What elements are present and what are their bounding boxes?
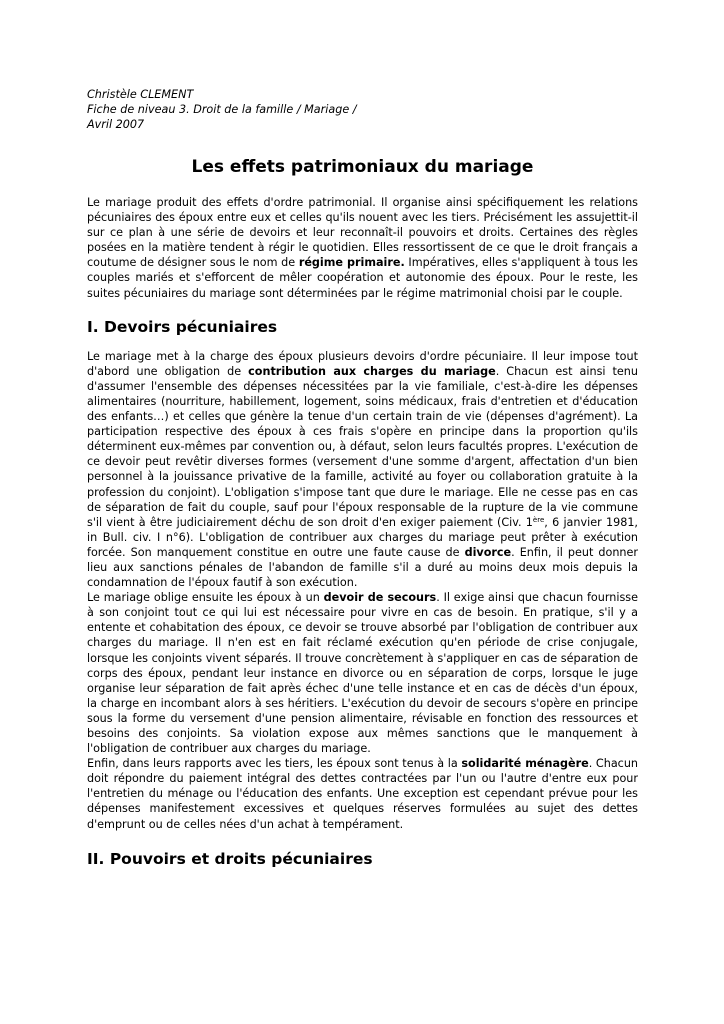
section-heading-pouvoirs: II. Pouvoirs et droits pécuniaires [87, 849, 373, 868]
intro-bold-regime-primaire: régime primaire. [298, 256, 405, 270]
solidarite-text-2: . Chacun doit répondre du paiement intégral des dettes contractées par l'un ou l'autre d'entre eux pour l'entretien du ménage ou l'éducation des enfants. Une exception est cependant prévue pour les dépenses manifestement excessives et quelques réserves formulées au sujet des dettes d'emprunt ou de celles nées d'un achat à tempérament. [87, 757, 639, 831]
bold-solidarite-menagere: solidarité ménagère [461, 757, 589, 771]
paragraph-contribution [87, 349, 638, 591]
intro-paragraph [87, 195, 638, 301]
solidarite-text-1: Enfin, dans leurs rapports avec les tiers, les époux sont tenus à la [87, 757, 462, 771]
bold-devoir-secours: devoir de secours [323, 591, 437, 605]
paragraph-secours [87, 590, 638, 756]
author-line: Christèle CLEMENT [87, 88, 194, 101]
bold-divorce: divorce [464, 545, 512, 559]
bold-contribution-charges: contribution aux charges du mariage [248, 364, 496, 378]
secours-text-2: . Il exige ainsi que chacun fournisse à son conjoint tout ce qui lui est nécessaire pour vivre en cas de besoin. En pratique, s'il y a entente et cohabitation des époux, ce devoir se trouve absorbé par l'obligation de contribuer aux charges du mariage. Il n'en est en fait réclamé exécution qu'en période de crise conjugale, lorsque les conjoints vivent séparés. Il trouve concrètement à s'appliquer en cas de séparation de corps des époux, pendant leur instance en divorce ou en séparation de corps, lorsque le juge organise leur séparation de fait après échec d'une telle instance et en cas de décès d'un époux, la charge en incombant alors à ses héritiers. L'exécution du devoir de secours s'opère en principe sous la forme du versement d'une pension alimentaire, révisable en fonction des ressources et besoins des conjoints. Sa violation expose aux mêmes sanctions que le manquement à l'obligation de contribuer aux charges du mariage. [87, 591, 638, 756]
fiche-line: Fiche de niveau 3. Droit de la famille / Mariage / [87, 103, 357, 116]
contribution-text-1: Le mariage met à la charge des époux plusieurs devoirs d'ordre pécuniaire. Il leur impose tout d'abord une obligation de [87, 349, 638, 378]
secours-text-1: Le mariage oblige ensuite les époux à un [87, 591, 324, 605]
document-page [87, 87, 638, 881]
section-heading-devoirs: I. Devoirs pécuniaires [87, 317, 278, 336]
document-title: Les effets patrimoniaux du mariage [191, 157, 534, 177]
contribution-text-2: . Chacun est ainsi tenu d'assumer l'ensemble des dépenses nécessitées par la vie familiale, c'est-à-dire les dépenses alimentaires (nourriture, habillement, logement, soins médicaux, frais d'entretien et d'éducation des enfants…) et celles que génère la tenue d'un certain train de vie (dépenses d'agrément). La participation respective des époux à ces frais s'opère en principe dans la proportion qu'ils déterminent eux-mêmes par convention ou, à défaut, selon leurs facultés propres. L'exécution de ce devoir peut revêtir diverses formes (versement d'une somme d'argent, affectation d'un bien personnel à la jouissance privative de la famille, activité au foyer ou collaboration gratuite à la profession du conjoint). L'obligation s'impose tant que dure le mariage. Elle ne cesse pas en cas de séparation de fait du couple, sauf pour l'époux responsable de la rupture de la vie commune s'il vient à être judiciairement déchu de son droit d'en exiger paiement (Civ. 1 [87, 364, 638, 529]
superscript-ere: ère [532, 515, 545, 524]
date-line: Avril 2007 [87, 118, 145, 131]
intro-text-1: Le mariage produit des effets d'ordre patrimonial. Il organise ainsi spécifiquement les relations pécuniaires des époux entre eux et celles qu'ils nouent avec les tiers. Précisément les assujettit-il sur ce plan à une série de devoirs et leur reconnaît-il pouvoirs et droits. Certaines des règles posées en la matière tendent à régir le quotidien. Elles ressortissent de ce que le droit français a coutume de désigner sous le nom de [87, 196, 638, 270]
contribution-text-4: . Enfin, il peut donner lieu aux sanctions pénales de l'abandon de famille s'il a duré au moins deux mois depuis la condamnation de l'époux fautif à son exécution. [87, 545, 639, 590]
intro-text-2: Impératives, elles s'appliquent à tous les couples mariés et s'efforcent de mêler coopération et autonomie des époux. Pour le reste, les suites pécuniaires du mariage sont déterminées par le régime matrimonial choisi par le couple. [87, 256, 638, 300]
paragraph-solidarite [87, 756, 638, 831]
document-header [87, 87, 638, 132]
contribution-text-3: , 6 janvier 1981, in Bull. civ. I n°6). L'obligation de contribuer aux charges du mariage peut prêter à exécution forcée. Son manquement constitue en outre une faute cause de [87, 515, 638, 559]
